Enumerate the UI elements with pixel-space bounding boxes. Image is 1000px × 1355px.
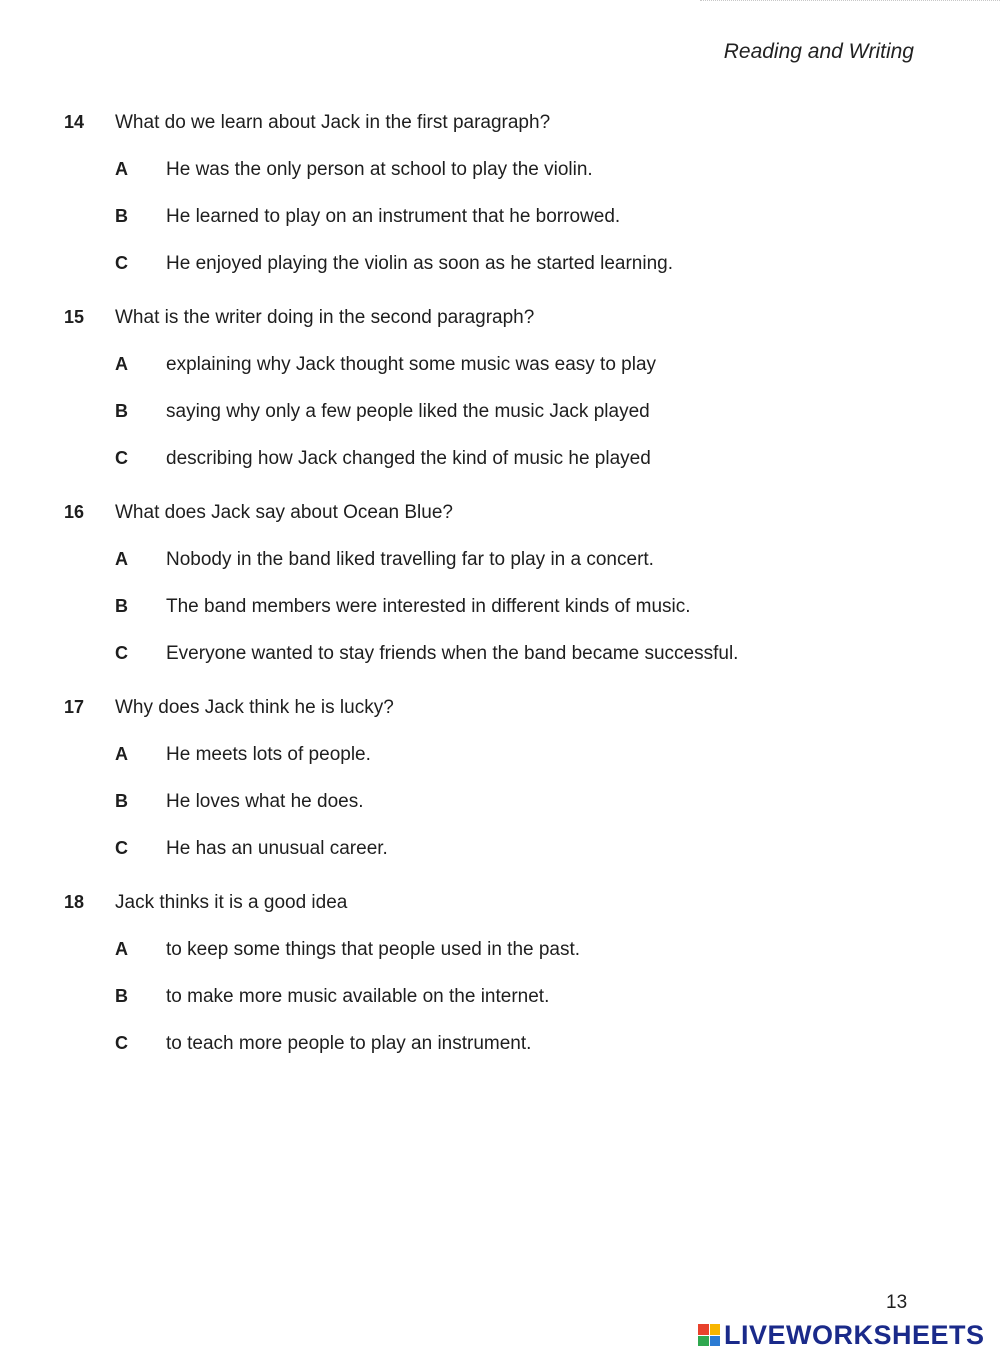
option-b[interactable] — [0, 986, 1000, 1010]
option-text: The band members were interested in different kinds of music. — [166, 596, 691, 617]
question-number: 18 — [64, 892, 85, 912]
question-18 — [0, 892, 1000, 1057]
option-c[interactable] — [0, 643, 1000, 667]
option-text: He enjoyed playing the violin as soon as he started learning. — [166, 253, 673, 274]
option-a[interactable] — [0, 354, 1000, 378]
option-letter: C — [115, 838, 128, 858]
question-number: 16 — [64, 502, 85, 522]
question-text: Jack thinks it is a good idea — [115, 892, 348, 913]
question-text: What is the writer doing in the second paragraph? — [115, 307, 535, 328]
option-letter: B — [115, 596, 128, 616]
question-14 — [0, 112, 1000, 277]
option-letter: B — [115, 986, 128, 1006]
option-text: to keep some things that people used in the past. — [166, 939, 581, 960]
question-list — [0, 112, 1000, 1087]
option-b[interactable] — [0, 596, 1000, 620]
question-text: What does Jack say about Ocean Blue? — [115, 502, 453, 523]
option-c[interactable] — [0, 1033, 1000, 1057]
option-b[interactable] — [0, 401, 1000, 425]
top-divider — [700, 0, 1000, 3]
option-a[interactable] — [0, 939, 1000, 963]
option-letter: C — [115, 448, 128, 468]
option-text: saying why only a few people liked the music Jack played — [166, 401, 650, 422]
option-a[interactable] — [0, 744, 1000, 768]
page-number: 13 — [886, 1292, 908, 1313]
option-text: to make more music available on the internet. — [166, 986, 550, 1007]
option-text: He loves what he does. — [166, 791, 364, 812]
option-c[interactable] — [0, 838, 1000, 862]
option-letter: A — [115, 159, 128, 179]
question-text: Why does Jack think he is lucky? — [115, 697, 394, 718]
logo-text: LIVEWORKSHEETS — [724, 1319, 985, 1350]
option-text: Everyone wanted to stay friends when the band became successful. — [166, 643, 739, 664]
option-b[interactable] — [0, 206, 1000, 230]
option-letter: C — [115, 1033, 128, 1053]
option-letter: B — [115, 791, 128, 811]
option-text: to teach more people to play an instrument. — [166, 1033, 532, 1054]
option-letter: A — [115, 744, 128, 764]
section-header: Reading and Writing — [723, 40, 914, 63]
option-letter: A — [115, 939, 128, 959]
option-letter: C — [115, 253, 128, 273]
liveworksheets-logo[interactable] — [698, 1320, 985, 1350]
option-letter: B — [115, 401, 128, 421]
question-number: 14 — [64, 112, 85, 132]
option-b[interactable] — [0, 791, 1000, 815]
option-text: He learned to play on an instrument that he borrowed. — [166, 206, 621, 227]
logo-mark-icon — [698, 1324, 720, 1346]
option-text: explaining why Jack thought some music was easy to play — [166, 354, 657, 375]
question-number: 15 — [64, 307, 85, 327]
question-15 — [0, 307, 1000, 472]
option-text: He has an unusual career. — [166, 838, 388, 859]
question-16 — [0, 502, 1000, 667]
option-a[interactable] — [0, 159, 1000, 183]
option-text: He meets lots of people. — [166, 744, 371, 765]
option-letter: A — [115, 549, 128, 569]
question-number: 17 — [64, 697, 85, 717]
question-17 — [0, 697, 1000, 862]
option-text: describing how Jack changed the kind of music he played — [166, 448, 651, 469]
option-text: He was the only person at school to play the violin. — [166, 159, 593, 180]
option-letter: B — [115, 206, 128, 226]
option-c[interactable] — [0, 253, 1000, 277]
question-text: What do we learn about Jack in the first paragraph? — [115, 112, 551, 133]
option-letter: A — [115, 354, 128, 374]
option-text: Nobody in the band liked travelling far to play in a concert. — [166, 549, 654, 570]
option-c[interactable] — [0, 448, 1000, 472]
option-letter: C — [115, 643, 128, 663]
option-a[interactable] — [0, 549, 1000, 573]
